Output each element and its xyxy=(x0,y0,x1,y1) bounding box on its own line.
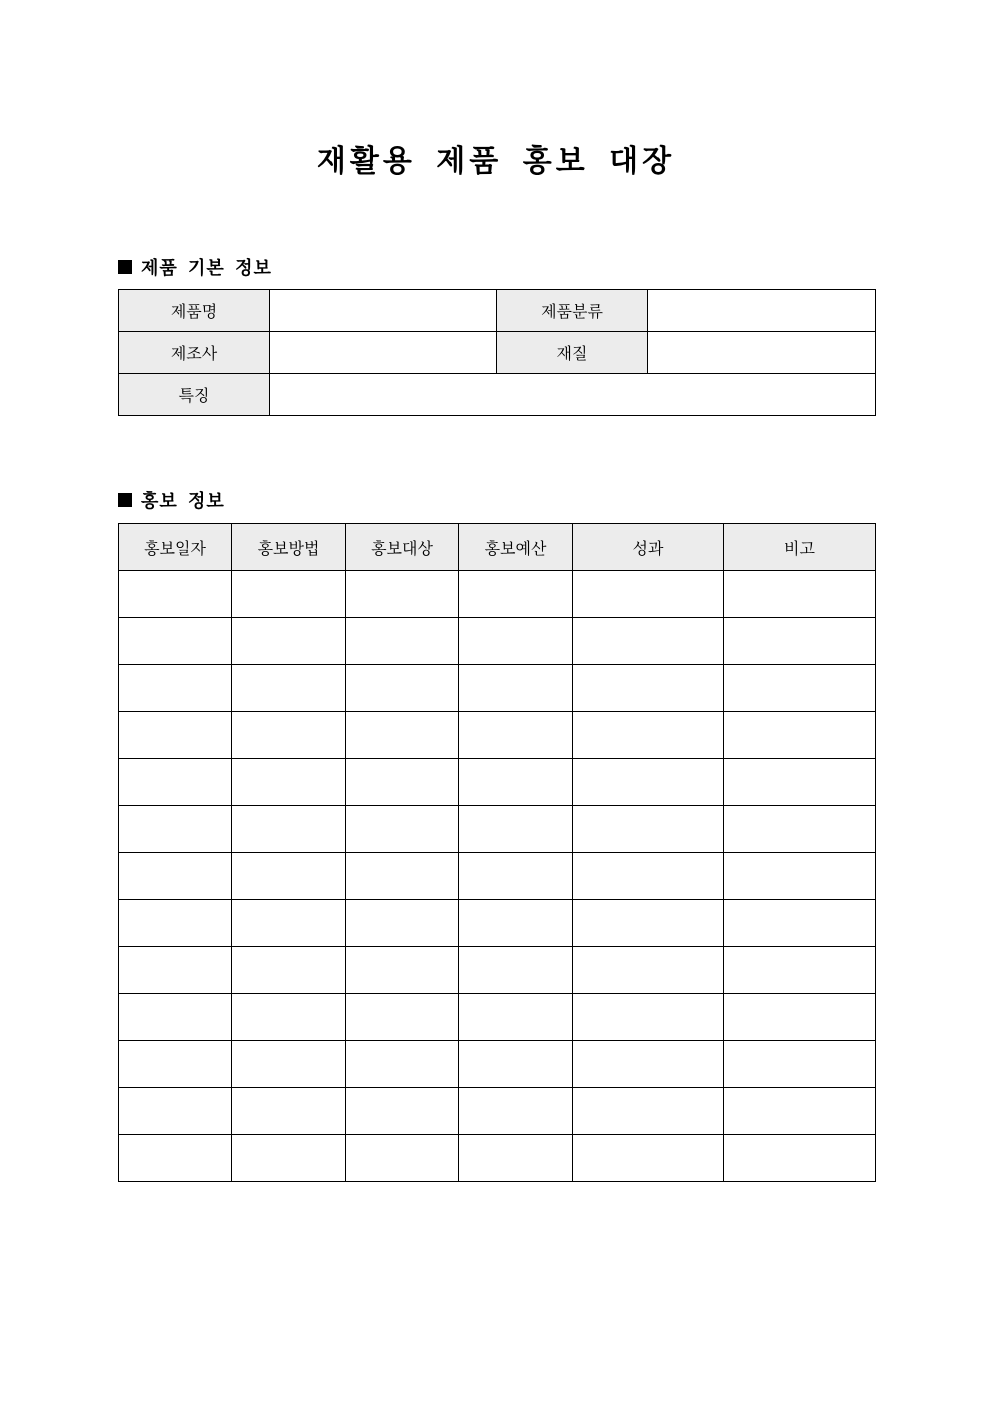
table-row xyxy=(119,571,876,618)
basic-info-table xyxy=(118,289,876,416)
target-cell[interactable] xyxy=(346,618,459,665)
target-cell[interactable] xyxy=(346,712,459,759)
method-cell[interactable] xyxy=(232,1135,346,1182)
budget-cell[interactable] xyxy=(459,1041,573,1088)
table-row xyxy=(119,665,876,712)
table-row xyxy=(119,759,876,806)
remarks-cell[interactable] xyxy=(724,1135,876,1182)
budget-cell[interactable] xyxy=(459,947,573,994)
promotion-table xyxy=(118,523,876,1182)
remarks-cell[interactable] xyxy=(724,853,876,900)
square-bullet-icon xyxy=(118,260,132,274)
budget-cell[interactable] xyxy=(459,712,573,759)
target-cell[interactable] xyxy=(346,994,459,1041)
table-row xyxy=(119,618,876,665)
result-cell[interactable] xyxy=(573,853,724,900)
column-header-remarks: 비고 xyxy=(724,524,876,571)
target-cell[interactable] xyxy=(346,806,459,853)
product-category-label: 제품분류 xyxy=(497,290,648,332)
remarks-cell[interactable] xyxy=(724,994,876,1041)
remarks-cell[interactable] xyxy=(724,1041,876,1088)
date-cell[interactable] xyxy=(119,1135,232,1182)
table-header-row xyxy=(119,524,876,571)
table-row xyxy=(119,712,876,759)
document-title: 재활용 제품 홍보 대장 xyxy=(316,144,676,179)
result-cell[interactable] xyxy=(573,618,724,665)
target-cell[interactable] xyxy=(346,853,459,900)
method-cell[interactable] xyxy=(232,1041,346,1088)
method-cell[interactable] xyxy=(232,665,346,712)
date-cell[interactable] xyxy=(119,1088,232,1135)
budget-cell[interactable] xyxy=(459,900,573,947)
table-row xyxy=(119,290,876,332)
manufacturer-label: 제조사 xyxy=(119,332,270,374)
product-category-field[interactable] xyxy=(648,290,876,332)
result-cell[interactable] xyxy=(573,947,724,994)
result-cell[interactable] xyxy=(573,1088,724,1135)
remarks-cell[interactable] xyxy=(724,1088,876,1135)
budget-cell[interactable] xyxy=(459,1088,573,1135)
result-cell[interactable] xyxy=(573,571,724,618)
features-field[interactable] xyxy=(270,374,876,416)
table-row xyxy=(119,994,876,1041)
date-cell[interactable] xyxy=(119,900,232,947)
date-cell[interactable] xyxy=(119,994,232,1041)
date-cell[interactable] xyxy=(119,1041,232,1088)
table-row xyxy=(119,1041,876,1088)
budget-cell[interactable] xyxy=(459,853,573,900)
column-header-date: 홍보일자 xyxy=(119,524,232,571)
remarks-cell[interactable] xyxy=(724,806,876,853)
method-cell[interactable] xyxy=(232,994,346,1041)
manufacturer-field[interactable] xyxy=(270,332,497,374)
date-cell[interactable] xyxy=(119,947,232,994)
column-header-method: 홍보방법 xyxy=(232,524,346,571)
basic-info-heading-text: 제품 기본 정보 xyxy=(141,258,272,279)
result-cell[interactable] xyxy=(573,806,724,853)
date-cell[interactable] xyxy=(119,806,232,853)
result-cell[interactable] xyxy=(573,712,724,759)
product-name-field[interactable] xyxy=(270,290,497,332)
remarks-cell[interactable] xyxy=(724,712,876,759)
target-cell[interactable] xyxy=(346,665,459,712)
date-cell[interactable] xyxy=(119,712,232,759)
table-row xyxy=(119,900,876,947)
method-cell[interactable] xyxy=(232,1088,346,1135)
promotion-info-heading-text: 홍보 정보 xyxy=(141,491,225,512)
table-row xyxy=(119,947,876,994)
result-cell[interactable] xyxy=(573,1041,724,1088)
budget-cell[interactable] xyxy=(459,759,573,806)
remarks-cell[interactable] xyxy=(724,571,876,618)
table-row xyxy=(119,374,876,416)
square-bullet-icon xyxy=(118,493,132,507)
date-cell[interactable] xyxy=(119,618,232,665)
target-cell[interactable] xyxy=(346,1041,459,1088)
method-cell[interactable] xyxy=(232,571,346,618)
table-row xyxy=(119,332,876,374)
promotion-info-heading xyxy=(118,487,225,513)
method-cell[interactable] xyxy=(232,759,346,806)
target-cell[interactable] xyxy=(346,900,459,947)
result-cell[interactable] xyxy=(573,900,724,947)
remarks-cell[interactable] xyxy=(724,947,876,994)
date-cell[interactable] xyxy=(119,571,232,618)
column-header-budget: 홍보예산 xyxy=(459,524,573,571)
table-row xyxy=(119,1088,876,1135)
table-row xyxy=(119,853,876,900)
target-cell[interactable] xyxy=(346,1135,459,1182)
target-cell[interactable] xyxy=(346,571,459,618)
method-cell[interactable] xyxy=(232,900,346,947)
date-cell[interactable] xyxy=(119,853,232,900)
column-header-result: 성과 xyxy=(573,524,724,571)
target-cell[interactable] xyxy=(346,1088,459,1135)
result-cell[interactable] xyxy=(573,759,724,806)
remarks-cell[interactable] xyxy=(724,900,876,947)
method-cell[interactable] xyxy=(232,712,346,759)
method-cell[interactable] xyxy=(232,853,346,900)
budget-cell[interactable] xyxy=(459,618,573,665)
remarks-cell[interactable] xyxy=(724,618,876,665)
method-cell[interactable] xyxy=(232,806,346,853)
result-cell[interactable] xyxy=(573,994,724,1041)
material-field[interactable] xyxy=(648,332,876,374)
budget-cell[interactable] xyxy=(459,571,573,618)
target-cell[interactable] xyxy=(346,947,459,994)
method-cell[interactable] xyxy=(232,947,346,994)
target-cell[interactable] xyxy=(346,759,459,806)
features-label: 특징 xyxy=(119,374,270,416)
column-header-target: 홍보대상 xyxy=(346,524,459,571)
date-cell[interactable] xyxy=(119,759,232,806)
remarks-cell[interactable] xyxy=(724,665,876,712)
table-row xyxy=(119,1135,876,1182)
budget-cell[interactable] xyxy=(459,665,573,712)
budget-cell[interactable] xyxy=(459,994,573,1041)
result-cell[interactable] xyxy=(573,1135,724,1182)
budget-cell[interactable] xyxy=(459,1135,573,1182)
basic-info-heading xyxy=(118,254,272,280)
method-cell[interactable] xyxy=(232,618,346,665)
date-cell[interactable] xyxy=(119,665,232,712)
table-row xyxy=(119,806,876,853)
budget-cell[interactable] xyxy=(459,806,573,853)
result-cell[interactable] xyxy=(573,665,724,712)
material-label: 재질 xyxy=(497,332,648,374)
remarks-cell[interactable] xyxy=(724,759,876,806)
product-name-label: 제품명 xyxy=(119,290,270,332)
